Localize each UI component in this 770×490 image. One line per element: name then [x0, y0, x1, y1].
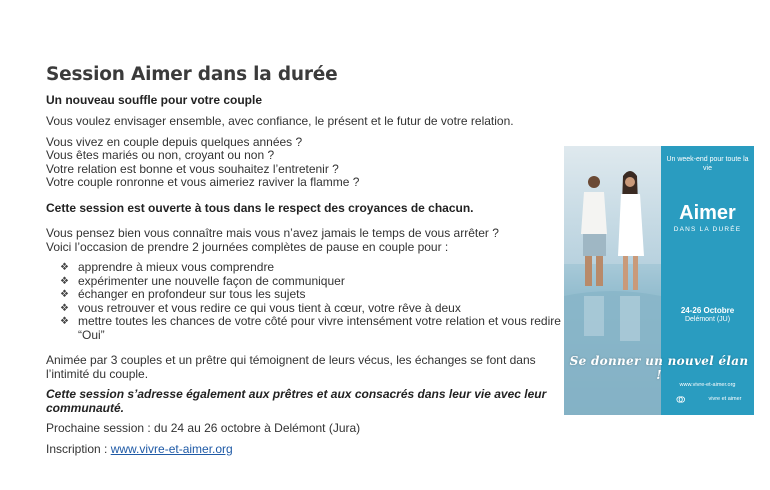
- next-session: Prochaine session : du 24 au 26 octobre à Delémont (Jura): [46, 421, 361, 435]
- question-line: Votre couple ronronne et vous aimeriez raviver la flamme ?: [46, 175, 360, 189]
- inscription-label: Inscription :: [46, 441, 111, 456]
- list-item: ❖ vous retrouver et vous redire ce qui vous tient à cœur, votre rêve à deux: [60, 300, 461, 315]
- benefits-list: [60, 261, 561, 342]
- subtitle: Un nouveau souffle pour votre couple: [46, 93, 263, 107]
- diamond-bullet-icon: ❖: [60, 302, 69, 314]
- open-statement: Cette session est ouverte à tous dans le respect des croyances de chacun.: [46, 200, 474, 215]
- poster-subtitle: DANS LA DURÉE: [673, 226, 742, 233]
- occasion-line: Voici l’occasion de prendre 2 journées complètes de pause en couple pour :: [46, 239, 449, 254]
- poster-slogan: Se donner un nouvel élan !: [569, 354, 749, 382]
- occasion-line: Vous pensez bien vous connaître mais vous n’avez jamais le temps de vous arrêter ?: [46, 226, 499, 240]
- intro-paragraph: Vous voulez envisager ensemble, avec confiance, le présent et le futur de votre relation.: [46, 114, 514, 128]
- diamond-bullet-icon: ❖: [60, 275, 69, 287]
- diamond-bullet-icon: ❖: [60, 289, 69, 300]
- questions-paragraph: [46, 136, 561, 190]
- list-item: ❖ échanger en profondeur sur tous les sujets: [60, 287, 306, 301]
- list-item: ❖ apprendre à mieux vous comprendre: [60, 260, 275, 274]
- poster-place: Delémont (JU): [684, 316, 731, 323]
- diamond-bullet-icon: ❖: [60, 262, 69, 273]
- question-line: Vous êtes mariés ou non, croyant ou non ?: [46, 148, 275, 162]
- event-poster: [564, 146, 754, 415]
- animation-paragraph: Animée par 3 couples et un prêtre qui témoignent de leurs vécus, les échanges se font dans l’intimité du couple.: [46, 353, 536, 381]
- list-item: ❖ mettre toutes les chances de votre côté pour vivre intensément votre relation et vous redire “Oui”: [60, 314, 561, 342]
- poster-title: Aimer: [679, 202, 736, 224]
- document-body: [46, 64, 561, 463]
- inscription-line: [46, 443, 561, 457]
- poster-website: www.vivre-et-aimer.org: [679, 382, 736, 388]
- question-line: Votre relation est bonne et vous souhaitez l’entretenir ?: [46, 161, 339, 176]
- page-title: Session Aimer dans la durée: [46, 64, 338, 85]
- clergy-note: Cette session s’adresse également aux prêtres et aux consacrés dans leur vie avec leur communauté.: [46, 387, 547, 415]
- poster-tagline: Un week-end pour toute la vie: [666, 156, 749, 172]
- occasion-paragraph: [46, 227, 561, 254]
- website-link[interactable]: www.vivre-et-aimer.org: [110, 441, 233, 456]
- poster-dates: 24-26 Octobre: [680, 306, 735, 315]
- question-line: Vous vivez en couple depuis quelques années ?: [46, 134, 303, 149]
- list-item: ❖ expérimenter une nouvelle façon de communiquer: [60, 273, 345, 288]
- poster-brand: vivre et aimer: [708, 396, 742, 402]
- diamond-bullet-icon: ❖: [60, 316, 69, 327]
